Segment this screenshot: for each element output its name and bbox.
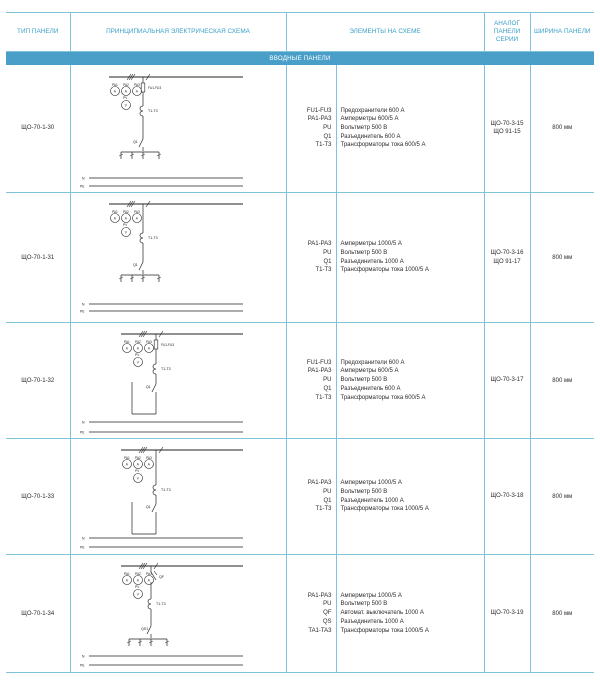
element-code: PA1-PA3	[307, 241, 332, 248]
scheme-cell	[70, 65, 286, 193]
element-code: Q1	[323, 497, 332, 504]
circuit-diagram	[71, 194, 285, 322]
current-transformer-icon	[153, 364, 156, 374]
panels-table	[6, 12, 594, 673]
circuit-diagram	[71, 556, 285, 672]
voltmeter-label: PV	[134, 584, 139, 589]
ammeter-label: PA3	[145, 339, 152, 344]
element-description: Амперметры 1000/5 А	[340, 241, 402, 248]
element-description: Вольтметр 500 В	[340, 249, 388, 256]
switch-label: Q1	[132, 140, 138, 145]
header-type: ТИП ПАНЕЛИ	[6, 13, 70, 52]
element-code: QF	[323, 610, 332, 617]
current-transformer-icon	[148, 599, 151, 609]
table-row	[6, 323, 594, 439]
element-codes	[286, 65, 336, 193]
element-code: PU	[323, 249, 332, 256]
element-codes	[286, 555, 336, 673]
switch-blade	[139, 139, 143, 147]
panel-type: ЩО-70-1-34	[6, 555, 70, 673]
current-transformer-icon	[140, 106, 143, 116]
scheme-cell	[70, 193, 286, 323]
fuse-label: FU1-FU3	[147, 86, 161, 91]
switch-label: QS1	[140, 626, 148, 631]
analog-code: ЩО-70-3-17	[490, 377, 524, 384]
current-transformer-label: T1-T3	[147, 235, 158, 240]
element-code: PU	[323, 601, 332, 608]
analog-code: ЩО-70-3-19	[490, 610, 524, 617]
element-descriptions	[336, 65, 484, 193]
table-row	[6, 555, 594, 673]
voltmeter-letter: V	[136, 359, 139, 364]
neutral-label: N	[81, 419, 84, 424]
pe-label: PE	[79, 544, 85, 549]
voltmeter-letter: V	[124, 229, 127, 234]
ammeter-label: PA3	[133, 209, 140, 214]
scheme-cell	[70, 555, 286, 673]
pe-label: PE	[79, 662, 85, 667]
analog-code: ЩО 91-17	[493, 258, 521, 265]
analog-series	[484, 555, 530, 673]
scheme-cell	[70, 439, 286, 555]
analog-code: ЩО-70-3-15	[490, 120, 524, 127]
element-code: QS	[322, 618, 332, 625]
ammeter-letter: A	[136, 461, 139, 466]
switch-blade	[152, 504, 156, 512]
element-descriptions	[336, 439, 484, 555]
element-description: Предохранители 600 А	[340, 359, 405, 366]
voltmeter-letter: V	[124, 103, 127, 108]
neutral-label: N	[81, 301, 84, 306]
ammeter-letter: A	[135, 215, 138, 220]
element-code: PU	[323, 124, 332, 131]
element-code: PU	[323, 488, 332, 495]
element-description: Разъединитель 600 А	[340, 133, 401, 140]
ammeter-letter: A	[113, 215, 116, 220]
element-description: Вольтметр 500 В	[340, 124, 388, 131]
ammeter-letter: A	[125, 577, 128, 582]
analog-series	[484, 439, 530, 555]
voltmeter-label: PV	[122, 222, 127, 227]
element-description: Трансформаторы тока 600/5 А	[340, 142, 426, 149]
header-analog: АНАЛОГ ПАНЕЛИ СЕРИИ	[484, 13, 530, 52]
element-description: Предохранители 600 А	[340, 107, 405, 114]
analog-code: ЩО 91-15	[493, 129, 521, 136]
ammeter-letter: A	[124, 89, 127, 94]
element-code: T1-T3	[315, 506, 332, 513]
circuit-diagram	[71, 65, 285, 191]
element-code: PA1-PA3	[307, 368, 332, 375]
panel-type: ЩО-70-1-33	[6, 439, 70, 555]
element-description: Трансформаторы тока 1000/5 А	[340, 506, 429, 513]
ammeter-label: PA1	[123, 455, 130, 460]
breaker-label: QF	[158, 574, 164, 579]
ammeter-label: PA1	[111, 209, 118, 214]
panel-width: 800 мм	[530, 65, 594, 193]
ammeter-label: PA3	[145, 455, 152, 460]
element-descriptions	[336, 193, 484, 323]
element-description: Вольтметр 500 В	[340, 377, 388, 384]
element-description: Вольтметр 500 В	[340, 488, 388, 495]
pe-label: PE	[79, 184, 85, 189]
table-row	[6, 439, 594, 555]
panel-type: ЩО-70-1-31	[6, 193, 70, 323]
element-description: Автомат. выключатель 1000 А	[340, 610, 424, 617]
element-code: FU1-FU3	[306, 359, 332, 366]
circuit-diagram	[71, 440, 285, 554]
element-codes	[286, 193, 336, 323]
voltmeter-label: PV	[122, 96, 127, 101]
ammeter-letter: A	[124, 215, 127, 220]
panel-type: ЩО-70-1-32	[6, 323, 70, 439]
panel-type: ЩО-70-1-30	[6, 65, 70, 193]
element-description: Трансформаторы тока 1000/5 А	[340, 267, 429, 274]
fuse-icon	[154, 340, 158, 349]
pe-label: PE	[79, 429, 85, 434]
element-codes	[286, 323, 336, 439]
switch-label: Q1	[145, 384, 151, 389]
ammeter-label: PA2	[134, 571, 141, 576]
element-description: Разъединитель 1000 А	[340, 497, 404, 504]
element-code: PU	[323, 377, 332, 384]
element-code: Q1	[323, 258, 332, 265]
element-description: Вольтметр 500 В	[340, 601, 388, 608]
element-description: Трансформаторы тока 1000/5 А	[340, 627, 429, 634]
element-code: T1-T3	[315, 394, 332, 401]
element-codes	[286, 439, 336, 555]
voltmeter-letter: V	[136, 475, 139, 480]
element-description: Амперметры 1000/5 А	[340, 592, 402, 599]
ammeter-label: PA1	[111, 83, 118, 88]
analog-code: ЩО-70-3-16	[490, 249, 524, 256]
panel-width: 800 мм	[530, 555, 594, 673]
current-transformer-label: T1-T3	[155, 601, 166, 606]
current-transformer-icon	[153, 485, 156, 495]
table-row	[6, 193, 594, 323]
ammeter-letter: A	[125, 461, 128, 466]
analog-series	[484, 323, 530, 439]
element-description: Амперметры 600/5 А	[340, 368, 399, 375]
header-elements: ЭЛЕМЕНТЫ НА СХЕМЕ	[286, 13, 484, 52]
ammeter-label: PA3	[133, 83, 140, 88]
ammeter-label: PA2	[134, 339, 141, 344]
voltmeter-label: PV	[134, 352, 139, 357]
analog-code: ЩО-70-3-18	[490, 493, 524, 500]
panel-width: 800 мм	[530, 193, 594, 323]
panel-width: 800 мм	[530, 439, 594, 555]
element-description: Разъединитель 600 А	[340, 385, 401, 392]
voltmeter-letter: V	[136, 591, 139, 596]
ammeter-letter: A	[136, 577, 139, 582]
ammeter-label: PA2	[134, 455, 141, 460]
ammeter-label: PA2	[122, 83, 129, 88]
element-description: Разъединитель 1000 А	[340, 618, 404, 625]
element-code: Q1	[323, 385, 332, 392]
ammeter-letter: A	[147, 345, 150, 350]
current-transformer-icon	[140, 233, 143, 243]
analog-series	[484, 65, 530, 193]
ammeter-label: PA1	[123, 339, 130, 344]
element-description: Разъединитель 1000 А	[340, 258, 404, 265]
circuit-diagram	[71, 324, 285, 438]
element-code: PA1-PA3	[307, 116, 332, 123]
element-code: T1-T3	[315, 267, 332, 274]
ammeter-letter: A	[125, 345, 128, 350]
ammeter-label: PA1	[123, 571, 130, 576]
scheme-cell	[70, 323, 286, 439]
ammeter-letter: A	[147, 461, 150, 466]
element-descriptions	[336, 555, 484, 673]
section-title: ВВОДНЫЕ ПАНЕЛИ	[6, 52, 594, 65]
table-row	[6, 65, 594, 193]
neutral-label: N	[81, 535, 84, 540]
ammeter-label: PA2	[122, 209, 129, 214]
element-descriptions	[336, 323, 484, 439]
ammeter-letter: A	[135, 89, 138, 94]
element-code: FU1-FU3	[306, 107, 332, 114]
panel-width: 800 мм	[530, 323, 594, 439]
neutral-label: N	[81, 653, 84, 658]
switch-label: Q1	[145, 504, 151, 509]
element-code: TA1-TA3	[308, 627, 332, 634]
switch-blade	[139, 262, 143, 270]
switch-label: Q1	[132, 262, 138, 267]
neutral-label: N	[81, 176, 84, 181]
ammeter-letter: A	[113, 89, 116, 94]
voltmeter-label: PV	[134, 468, 139, 473]
breaker-cross	[154, 571, 157, 575]
ammeter-label: PA3	[145, 571, 152, 576]
switch-blade	[152, 384, 156, 392]
table-header-row	[6, 13, 594, 52]
analog-series	[484, 193, 530, 323]
element-code: Q1	[323, 133, 332, 140]
element-description: Амперметры 1000/5 А	[340, 480, 402, 487]
element-code: PA1-PA3	[307, 480, 332, 487]
fuse-label: FU1-FU3	[160, 342, 174, 347]
header-scheme: ПРИНЦИПИАЛЬНАЯ ЭЛЕКТРИЧЕСКАЯ СХЕМА	[70, 13, 286, 52]
section-row	[6, 52, 594, 65]
header-width: ШИРИНА ПАНЕЛИ	[530, 13, 594, 52]
current-transformer-label: T1-T3	[160, 366, 171, 371]
element-description: Амперметры 600/5 А	[340, 116, 399, 123]
element-description: Трансформаторы тока 600/5 А	[340, 394, 426, 401]
current-transformer-label: T1-T3	[160, 487, 171, 492]
pe-label: PE	[79, 308, 85, 313]
element-code: T1-T3	[315, 142, 332, 149]
ammeter-letter: A	[136, 345, 139, 350]
current-transformer-label: T1-T3	[147, 109, 158, 114]
element-code: PA1-PA3	[307, 592, 332, 599]
ammeter-letter: A	[147, 577, 150, 582]
